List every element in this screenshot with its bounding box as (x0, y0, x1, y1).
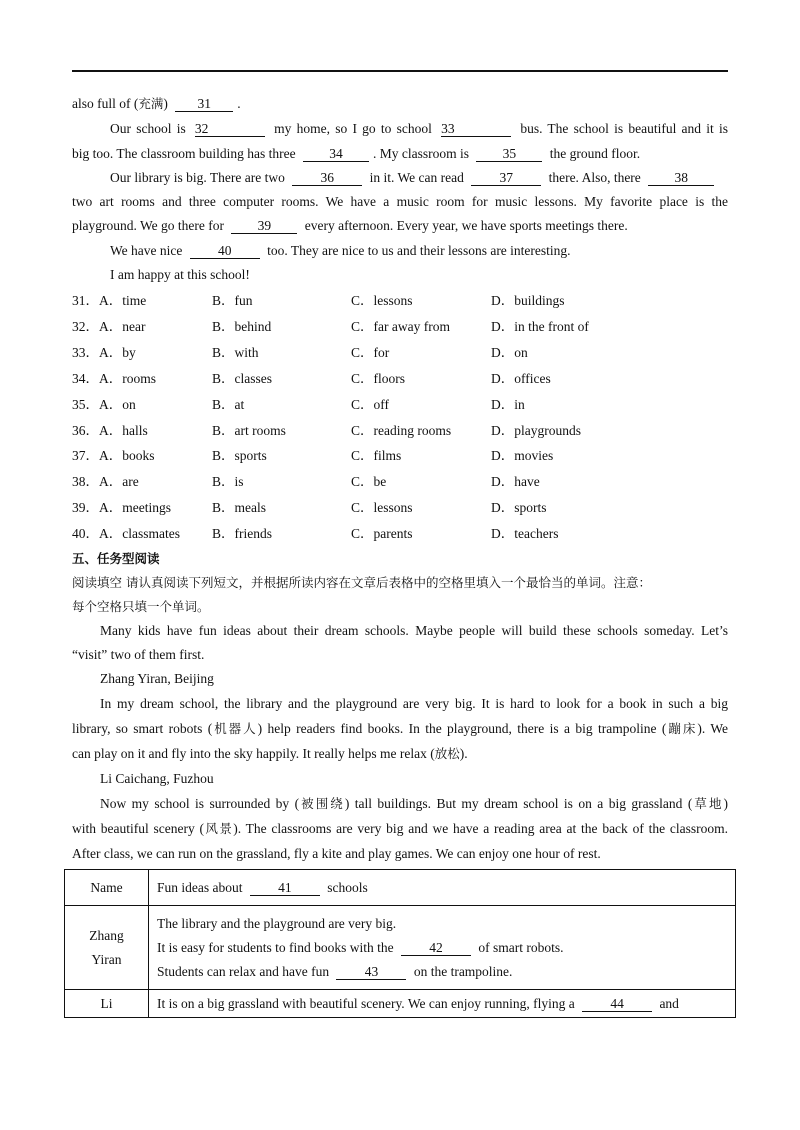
author-name: Zhang Yiran, Beijing (100, 671, 214, 686)
passage-line: Our library is big. There are two 36 in it. We can read 37 there. Also, there 38 (72, 169, 718, 187)
option-d[interactable]: D．offices (491, 371, 551, 386)
blank-31[interactable]: 31 (175, 96, 233, 112)
reading-line: can play on it and fly into the sky happily. It really helps me relax (放松). (72, 746, 468, 761)
option-a[interactable]: 33．A．by (72, 345, 136, 360)
top-rule (72, 70, 728, 72)
option-d[interactable]: D．sports (491, 500, 547, 515)
option-d[interactable]: D．in the front of (491, 319, 589, 334)
blank-37[interactable]: 37 (471, 170, 541, 186)
option-b[interactable]: B．with (212, 345, 259, 360)
option-c[interactable]: C．films (351, 448, 402, 463)
reading-line: Now my school is surrounded by (被围绕) tall buildings. But my dream school is on a big grassland (草地) (100, 796, 728, 811)
reading-line: “visit” two of them first. (72, 647, 205, 662)
blank-36[interactable]: 36 (292, 170, 362, 186)
option-b[interactable]: B．art rooms (212, 423, 286, 438)
question-37 (72, 447, 728, 465)
option-a[interactable]: 36．A．halls (72, 423, 148, 438)
option-d[interactable]: D．playgrounds (491, 423, 581, 438)
option-c[interactable]: C．reading rooms (351, 423, 452, 438)
table-cell-name: Zhang Yiran (65, 906, 149, 990)
option-c[interactable]: C．off (351, 397, 390, 412)
option-a[interactable]: 37．A．books (72, 448, 155, 463)
reading-line: library, so smart robots (机器人) help readers find books. In the playground, there is a big trampoline (蹦床). We (72, 721, 728, 736)
option-b[interactable]: B．classes (212, 371, 272, 386)
question-40 (72, 525, 728, 543)
passage-line: two art rooms and three computer rooms. We have a music room for music lessons. My favorite place is the (72, 194, 728, 209)
task-table (64, 869, 736, 1018)
option-a[interactable]: 32．A．near (72, 319, 146, 334)
blank-39[interactable]: 39 (231, 218, 297, 234)
table-cell-text: It is on a big grassland with beautiful scenery. We can enjoy running, flying a 44 and (149, 990, 736, 1018)
blank-40[interactable]: 40 (190, 243, 260, 259)
table-row (65, 870, 736, 906)
passage-line: big too. The classroom building has three 34 . My classroom is 35 the ground floor. (72, 146, 641, 161)
blank-34[interactable]: 34 (303, 146, 369, 162)
option-c[interactable]: C．floors (351, 371, 405, 386)
option-b[interactable]: B．behind (212, 319, 272, 334)
reading-line: with beautiful scenery (风景). The classrooms are very big and we have a reading area at the back of the classroom. (72, 821, 728, 836)
option-a[interactable]: 35．A．on (72, 397, 136, 412)
table-row (65, 990, 736, 1018)
question-36 (72, 422, 728, 440)
blank-32[interactable]: 32 (195, 121, 265, 137)
question-35 (72, 396, 728, 414)
option-d[interactable]: D．buildings (491, 293, 565, 308)
question-38 (72, 473, 728, 491)
option-c[interactable]: C．lessons (351, 500, 413, 515)
table-cell-name: Li (65, 990, 149, 1018)
option-c[interactable]: C．far away from (351, 319, 450, 334)
passage-line: Our school is 32 my home, so I go to school 33 bus. The school is beautiful and it is (110, 121, 728, 136)
question-33 (72, 344, 728, 362)
option-d[interactable]: D．have (491, 474, 540, 489)
option-a[interactable]: 31．A．time (72, 293, 147, 308)
option-b[interactable]: B．sports (212, 448, 267, 463)
blank-38[interactable]: 38 (648, 170, 714, 186)
option-a[interactable]: 38．A．are (72, 474, 139, 489)
passage-line: playground. We go there for 39 every afternoon. Every year, we have sports meetings there. (72, 218, 628, 233)
reading-line: In my dream school, the library and the playground are very big. It is hard to look for a book in such a big (100, 696, 728, 711)
blank-44[interactable]: 44 (582, 996, 652, 1012)
blank-35[interactable]: 35 (476, 146, 542, 162)
option-a[interactable]: 39．A．meetings (72, 500, 171, 515)
instructions-line: 每个空格只填一个单词。 (72, 599, 210, 614)
option-a[interactable]: 34．A．rooms (72, 371, 156, 386)
author-name: Li Caichang, Fuzhou (100, 771, 214, 786)
blank-42[interactable]: 42 (401, 940, 471, 956)
option-b[interactable]: B．friends (212, 526, 272, 541)
passage-line: We have nice 40 too. They are nice to us and their lessons are interesting. (110, 243, 571, 258)
option-c[interactable]: C．lessons (351, 293, 413, 308)
option-b[interactable]: B．at (212, 397, 245, 412)
option-d[interactable]: D．on (491, 345, 528, 360)
option-b[interactable]: B．fun (212, 293, 253, 308)
question-32 (72, 318, 728, 336)
table-cell-name: Name (65, 870, 149, 906)
table-row (65, 906, 736, 990)
table-cell-text: The library and the playground are very big. It is easy for students to find books with the 42 of smart robots. Students can relax and have fun 43 on the trampoline. (149, 906, 736, 990)
reading-line: Many kids have fun ideas about their dream schools. Maybe people will build these schools someday. Let’s (100, 623, 728, 638)
blank-33[interactable]: 33 (441, 121, 511, 137)
passage-line: also full of (充满) 31 . (72, 96, 241, 111)
question-31 (72, 292, 728, 310)
instructions-line: 阅读填空 请认真阅读下列短文，并根据所读内容在文章后表格中的空格里填入一个最恰当的单词。注意： (72, 575, 651, 590)
section-heading: 五、任务型阅读 (72, 551, 160, 566)
question-39 (72, 499, 728, 517)
option-b[interactable]: B．is (212, 474, 244, 489)
option-b[interactable]: B．meals (212, 500, 266, 515)
option-a[interactable]: 40．A．classmates (72, 526, 180, 541)
option-c[interactable]: C．parents (351, 526, 413, 541)
option-c[interactable]: C．be (351, 474, 387, 489)
blank-43[interactable]: 43 (336, 964, 406, 980)
reading-line: After class, we can run on the grassland, fly a kite and play games. We can enjoy one hour of rest. (72, 846, 601, 861)
option-c[interactable]: C．for (351, 345, 390, 360)
option-d[interactable]: D．movies (491, 448, 554, 463)
question-34 (72, 370, 728, 388)
option-d[interactable]: D．teachers (491, 526, 559, 541)
option-d[interactable]: D．in (491, 397, 525, 412)
table-cell-text: Fun ideas about 41 schools (149, 870, 736, 906)
passage-line: I am happy at this school! (110, 267, 250, 282)
blank-41[interactable]: 41 (250, 880, 320, 896)
